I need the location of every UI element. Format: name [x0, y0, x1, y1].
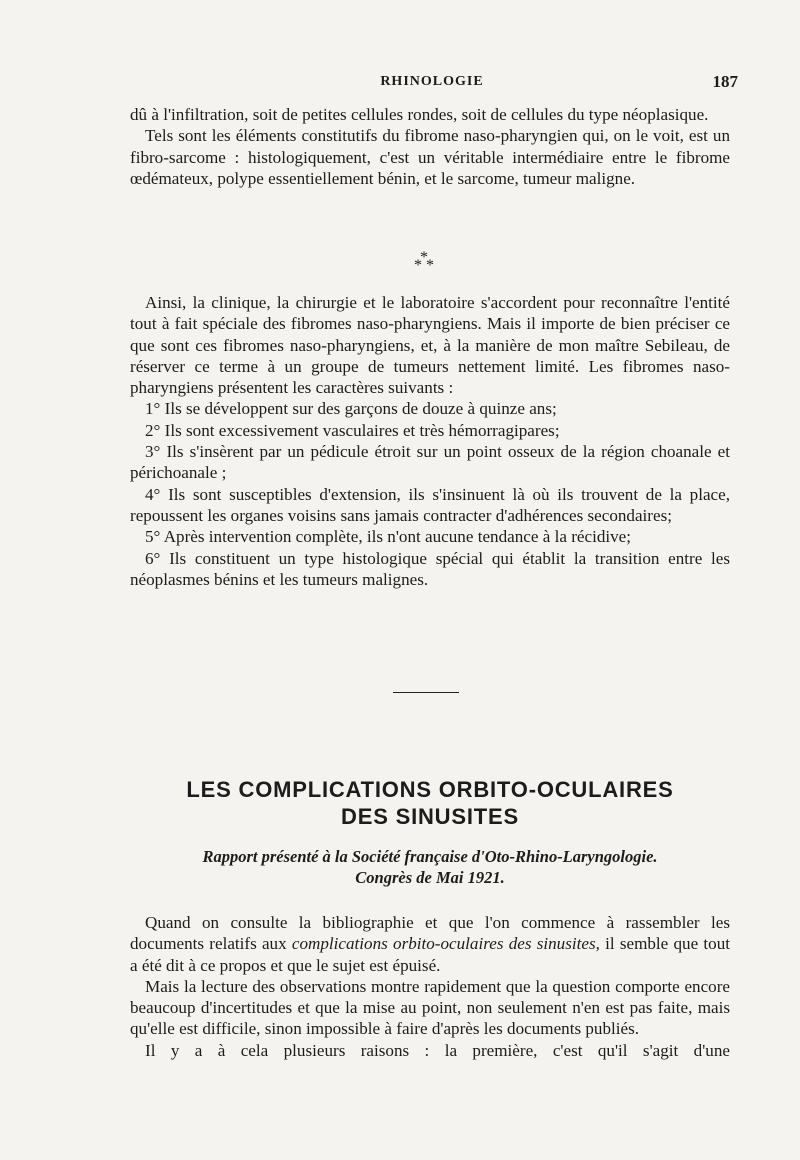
chapter-subtitle — [130, 846, 730, 888]
page-number: 187 — [712, 72, 738, 91]
section-divider-rule — [393, 692, 459, 693]
italic-phrase: complications orbito-oculaires des sinusites — [291, 934, 596, 954]
running-head — [132, 72, 738, 94]
chapter-title — [130, 776, 730, 830]
paragraph: Il y a à cela plusieurs raisons : la première, c'est qu'il s'agit d'une — [145, 1040, 730, 1060]
paragraph: Tels sont les éléments constitutifs du fibrome naso-pharyngien qui, on le voit, est un fibro-sarcome : histologiquement, c'est un véritable intermédiaire entre le fibrome œdémateux, polype essentiellement bénin, et le sarcome, tumeur maligne. — [130, 126, 730, 188]
section-fibrome-conclusion — [130, 104, 730, 189]
list-item: 3° Ils s'insèrent par un pédicule étroit sur un point osseux de la région choanale et périchoanale ; — [130, 442, 730, 483]
asterism-glyphs: * * * — [414, 249, 434, 274]
chapter-title-line: DES SINUSITES — [341, 804, 519, 829]
paragraph — [130, 912, 730, 976]
chapter-title-line: LES COMPLICATIONS ORBITO-OCULAIRES — [186, 777, 674, 802]
running-title: RHINOLOGIE — [380, 74, 484, 89]
paragraph: dû à l'infiltration, soit de petites cellules rondes, soit de cellules du type néoplasique. — [130, 105, 709, 124]
subtitle-line: Congrès de Mai 1921. — [355, 868, 505, 887]
list-item: 2° Ils sont excessivement vasculaires et très hémorragipares; — [145, 420, 560, 440]
section-fibrome-characteristics — [130, 292, 730, 590]
text-run: , il semble que tout a été dit à ce propos et que le sujet est épuisé. — [130, 934, 730, 975]
list-item: 1° Ils se développent sur des garçons de douze à quinze ans; — [145, 399, 557, 419]
subtitle-line: Rapport présenté à la Société française d'Oto-Rhino-Laryngologie. — [202, 847, 658, 866]
list-item: 5° Après intervention complète, ils n'ont aucune tendance à la récidive; — [145, 527, 631, 547]
text-run: Quand on consulte la bibliographie et que l'on commence à rassembler les documents relatifs aux — [130, 913, 730, 954]
paragraph: Mais la lecture des observations montre rapidement que la question comporte encore beaucoup d'incertitudes et que la mise au point, non seulement n'en est pas faite, mais qu'elle est difficile, sinon impossible à faire d'après les documents publiés. — [130, 976, 730, 1039]
paragraph: Ainsi, la clinique, la chirurgie et le laboratoire s'accordent pour reconnaître l'entité tout à fait spéciale des fibromes naso-pharyngiens. Mais il importe de bien préciser ce que sont ces fibromes naso-pharyngiens, et, à la manière de mon maître Sebileau, de réserver ce terme à un groupe de tumeurs nettement limité. Les fibromes naso-pharyngiens présentent les caractères suivants : — [130, 293, 730, 398]
list-item: 4° Ils sont susceptibles d'extension, ils s'insinuent là où ils trouvent de la place, repoussent les organes voisins sans jamais contracter d'adhérences secondaires; — [130, 484, 730, 525]
list-item: 6° Ils constituent un type histologique spécial qui établit la transition entre les néoplasmes bénins et les tumeurs malignes. — [130, 548, 730, 589]
asterism-separator — [414, 249, 434, 278]
section-report-intro — [130, 912, 730, 1061]
